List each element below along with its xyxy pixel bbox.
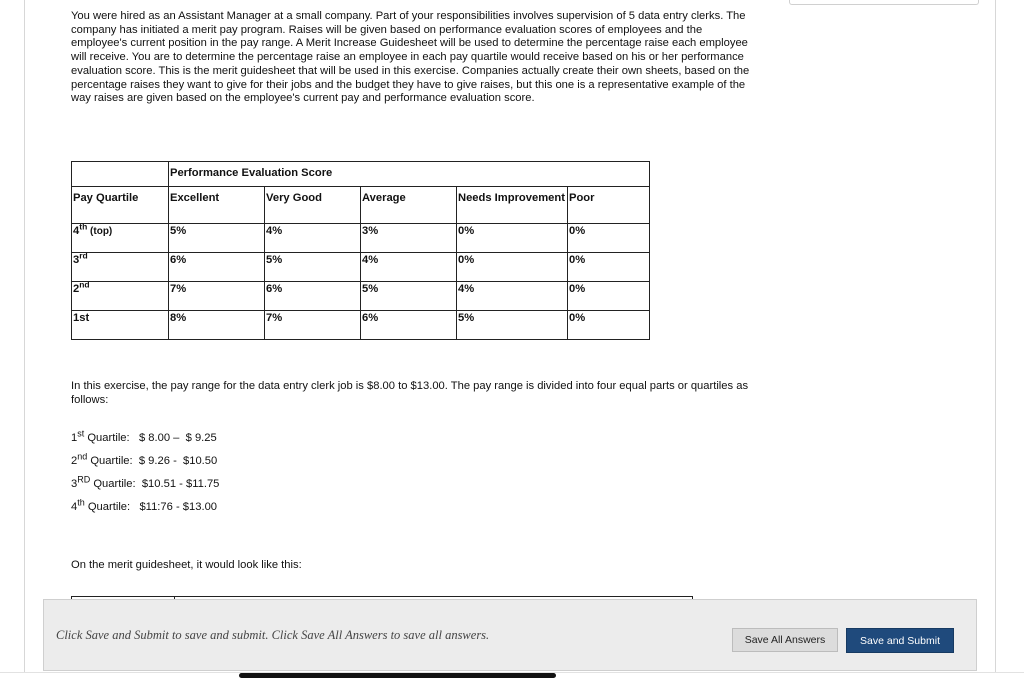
col-header-poor: Poor <box>568 187 650 224</box>
save-and-submit-button[interactable]: Save and Submit <box>846 628 954 653</box>
table-cell: 7% <box>265 311 361 340</box>
table-cell: 6% <box>361 311 457 340</box>
home-indicator-bar[interactable] <box>239 673 556 678</box>
table-cell: 0% <box>568 224 650 253</box>
table-cell: 4% <box>361 253 457 282</box>
save-all-answers-button[interactable]: Save All Answers <box>732 628 838 652</box>
table-row <box>72 253 650 282</box>
table-cell: 5% <box>265 253 361 282</box>
table-cell: 6% <box>169 253 265 282</box>
table-cell: 0% <box>568 253 650 282</box>
submit-footer-bar <box>43 599 977 671</box>
footer-instruction: Click Save and Submit to save and submit. Click Save All Answers to save all answers. <box>56 628 490 642</box>
table-cell: 5% <box>361 282 457 311</box>
quartile-ranges-list <box>71 428 220 524</box>
table-column-header-row <box>72 187 650 224</box>
merit-guidesheet-table <box>71 161 650 340</box>
list-item: 2nd Quartile: $ 9.26 - $10.50 <box>71 451 218 467</box>
col-header-excellent: Excellent <box>169 187 265 224</box>
quartile-label: 1st <box>72 311 169 340</box>
table-cell: 7% <box>169 282 265 311</box>
table-cell: 4% <box>265 224 361 253</box>
pay-quartile-header: Pay Quartile <box>72 187 169 224</box>
content-right-border <box>995 0 996 672</box>
performance-score-header: Performance Evaluation Score <box>169 162 650 187</box>
col-header-needs-improvement: Needs Improvement <box>457 187 568 224</box>
table-cell: 0% <box>568 282 650 311</box>
table-cell: 4% <box>457 282 568 311</box>
table-cell: 0% <box>568 311 650 340</box>
quartile-label: 2nd <box>72 282 169 311</box>
table-cell: 3% <box>361 224 457 253</box>
col-header-average: Average <box>361 187 457 224</box>
exercise-paragraph: In this exercise, the pay range for the data entry clerk job is $8.00 to $13.00. The pay range is divided into four equal parts or quartiles as follows: <box>71 380 749 406</box>
table-header-row <box>72 162 650 187</box>
list-item: 1st Quartile: $ 8.00 – $ 9.25 <box>71 428 217 444</box>
col-header-very-good: Very Good <box>265 187 361 224</box>
empty-corner-cell <box>72 162 169 187</box>
table-cell: 5% <box>169 224 265 253</box>
merit-guidesheet-note: On the merit guidesheet, it would look like this: <box>71 559 302 571</box>
list-item: 4th Quartile: $11:76 - $13.00 <box>71 497 218 513</box>
table-row <box>72 224 650 253</box>
list-item: 3RD Quartile: $10.51 - $11.75 <box>71 474 220 490</box>
intro-paragraph: You were hired as an Assistant Manager at a small company. Part of your responsibilities involves supervision of 5 data entry clerks. The company has initiated a merit pay program. Raises will be given based on performance evaluation scores of employees and the employee's current position in the pay range. A Merit Increase Guidesheet will be used to determine the percentage raise each employee will receive. You are to determine the percentage raise an employee in each pay quartile would receive based on his or her performance evaluation score. This is the merit guidesheet that will be used in this exercise. Companies actually create their own sheets, based on the percentage raises they want to give for their jobs and the budget they have to give raises, but this one is a representative example of the way raises are given based on the employee's current pay and performance evaluation score. <box>71 10 750 105</box>
table-cell: 8% <box>169 311 265 340</box>
table-cell: 5% <box>457 311 568 340</box>
quartile-label: 3rd <box>72 253 169 282</box>
quartile-label: 4th (top) <box>72 224 169 253</box>
table-row <box>72 282 650 311</box>
table-cell: 0% <box>457 253 568 282</box>
table-cell: 6% <box>265 282 361 311</box>
table-row <box>72 311 650 340</box>
table-cell: 0% <box>457 224 568 253</box>
content-left-border <box>24 0 25 672</box>
top-right-panel-edge <box>789 0 979 5</box>
